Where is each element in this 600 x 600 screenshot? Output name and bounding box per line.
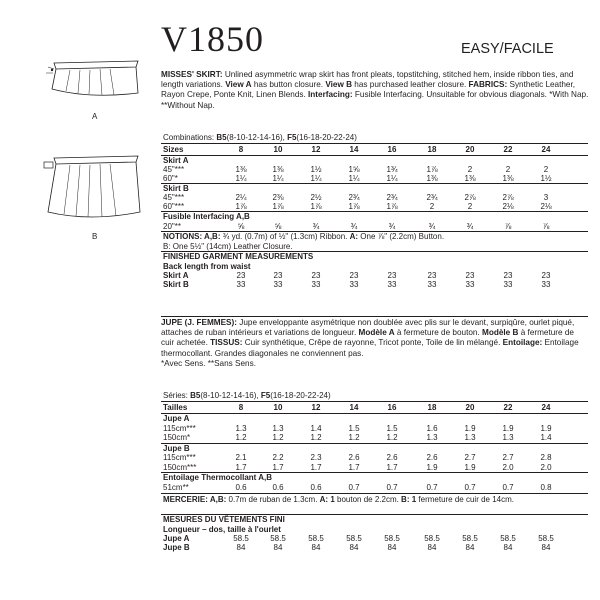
table-cell: 23 — [311, 270, 321, 280]
table-cell: 1⅜ — [426, 174, 438, 183]
table-cell: 2.0 — [540, 462, 552, 472]
table-cell: 14 — [349, 403, 359, 412]
skirt-b-heading: Skirt B — [161, 183, 588, 193]
table-row: 150cm* 1.2 1.2 1.2 1.2 1.2 1.3 1.3 1.3 1.4 — [161, 433, 588, 443]
table-cell: 12 — [311, 145, 321, 154]
table-cell: 3 — [543, 193, 549, 202]
table-cell: ⅞ — [542, 222, 550, 231]
table-cell: 1.9 — [502, 423, 514, 433]
mercerie-line-2 — [161, 504, 588, 514]
skirt-a-heading: Skirt A — [161, 155, 588, 165]
table-cell: 1⅝ — [348, 165, 360, 174]
view-b-label: B — [92, 232, 98, 241]
table-cell: 84 — [465, 542, 475, 552]
table-cell: 58.5 — [346, 533, 362, 543]
table-cell: 2.0 — [502, 462, 514, 472]
table-cell: 1.7 — [235, 462, 247, 472]
table-cell: 24 — [541, 145, 551, 154]
table-row: Skirt B 33 33 33 33 33 33 33 33 33 — [161, 280, 588, 289]
table-cell: 58.5 — [538, 533, 554, 543]
series-line: Séries: B5(8-10-12-14-16), F5(16-18-20-22-24) — [163, 391, 331, 400]
table-cell: 1.4 — [310, 423, 322, 433]
table-cell: ¾ — [428, 222, 436, 231]
table-cell: 20 — [465, 403, 475, 412]
table-cell: 1.7 — [310, 462, 322, 472]
table-cell: 84 — [349, 542, 359, 552]
table-cell: 2 — [505, 165, 511, 174]
table-cell: 1¼ — [272, 174, 284, 183]
table-row: 45"*** 2¼ 2⅜ 2½ 2¾ 2¾ 2¾ 2⅞ 2⅞ 3 — [161, 193, 588, 202]
table-cell: 1.3 — [235, 423, 247, 433]
table-cell: 1.3 — [464, 433, 476, 442]
table-cell: 58.5 — [500, 533, 516, 543]
table-cell: 33 — [311, 279, 321, 289]
table-cell: 2.7 — [502, 453, 514, 462]
table-cell: 1⅜ — [235, 165, 247, 174]
table-cell: 0.7 — [426, 483, 438, 492]
table-cell: 33 — [273, 279, 283, 289]
mesures-title: MESURES DU VÊTEMENTS FINI — [161, 514, 588, 525]
table-cell: 1⅞ — [426, 165, 438, 174]
table-cell: 33 — [465, 279, 475, 289]
table-cell: 33 — [541, 279, 551, 289]
notions-line-2: B: One 5½" (14cm) Leather Closure. — [163, 241, 293, 251]
table-cell: ⅝ — [274, 222, 282, 231]
table-cell: 8 — [238, 145, 244, 154]
table-cell: 23 — [349, 270, 359, 280]
table-cell: 2⅜ — [272, 193, 284, 202]
table-cell: 23 — [427, 270, 437, 280]
table-cell: 10 — [273, 403, 283, 412]
table-cell: 2.6 — [426, 453, 438, 462]
table-cell: 2⅞ — [502, 193, 514, 202]
table-cell: 84 — [541, 542, 551, 552]
table-cell: 1.2 — [348, 433, 360, 442]
table-cell: 22 — [503, 145, 513, 154]
table-cell: 2 — [467, 165, 473, 174]
table-cell: 1.3 — [426, 433, 438, 442]
table-cell: 1.4 — [540, 433, 552, 442]
table-cell: 2¾ — [426, 193, 438, 202]
table-cell: 23 — [503, 270, 513, 280]
table-cell: 2.7 — [464, 453, 476, 462]
table-cell: 1¼ — [348, 174, 360, 183]
table-cell: 1⅞ — [235, 202, 247, 211]
table-cell: ⅝ — [237, 222, 245, 231]
table-cell: 58.5 — [233, 533, 249, 543]
table-cell: 0.6 — [272, 483, 284, 492]
table-cell: 2.3 — [310, 453, 322, 462]
table-cell: 2.1 — [235, 453, 247, 462]
table-cell: 16 — [387, 403, 397, 412]
table-cell: 84 — [387, 542, 397, 552]
table-row: 150cm*** 1.7 1.7 1.7 1.7 1.7 1.9 1.9 2.0 2.0 — [161, 463, 588, 473]
table-cell: 58.5 — [308, 533, 324, 543]
back-length-label: Back length from waist — [163, 261, 251, 271]
table-cell: 84 — [273, 542, 283, 552]
table-cell: 23 — [465, 270, 475, 280]
table-cell: 1⅞ — [348, 202, 360, 211]
table-cell: 2.6 — [348, 453, 360, 462]
english-yardage-table — [161, 133, 588, 289]
table-cell: 33 — [427, 279, 437, 289]
table-cell: 58.5 — [384, 533, 400, 543]
table-cell: 1.7 — [386, 462, 398, 472]
finished-measurements-title: FINISHED GARMENT MEASUREMENTS — [161, 251, 588, 262]
french-yardage-table — [161, 390, 588, 552]
table-cell: 1½ — [540, 174, 552, 183]
table-row: Skirt A 23 23 23 23 23 23 23 23 23 — [161, 271, 588, 280]
table-cell: 84 — [503, 542, 513, 552]
table-cell: 14 — [349, 145, 359, 154]
table-cell: 0.6 — [310, 483, 322, 492]
table-cell: 1.9 — [426, 462, 438, 472]
table-cell: 1.3 — [502, 433, 514, 442]
table-cell: 0.7 — [502, 483, 514, 492]
table-cell: 23 — [541, 270, 551, 280]
table-cell: 2¾ — [386, 193, 398, 202]
table-row: Jupe B 84 84 84 84 84 84 84 84 84 — [161, 543, 588, 552]
table-cell: 1¼ — [386, 174, 398, 183]
table-cell: 1.3 — [272, 423, 284, 433]
table-cell: 2⅛ — [540, 202, 552, 211]
combinations-line: Combinations: B5(8-10-12-14-16), F5(16-18-20-22-24) — [163, 133, 357, 142]
table-cell: ¾ — [350, 222, 358, 231]
table-cell: 10 — [273, 145, 283, 154]
table-cell: 8 — [238, 403, 244, 412]
table-row: 45"*** 1⅜ 1⅜ 1½ 1⅝ 1¾ 1⅞ 2 2 2 — [161, 165, 588, 174]
table-cell: 33 — [349, 279, 359, 289]
table-cell: 58.5 — [270, 533, 286, 543]
mercerie-line: MERCERIE: A,B: 0.7m de ruban de 1.3cm. A: 1 bouton de 2.2cm. B: 1 fermeture de cuir de 14cm. — [161, 493, 588, 504]
table-cell: ¾ — [312, 222, 320, 231]
table-cell: 1⅞ — [272, 202, 284, 211]
table-cell: 2 — [467, 202, 473, 211]
english-description: MISSES' SKIRT: Unlined asymmetric wrap skirt has front pleats, topstitching, stitched hem, inside ribbon ties, and length variations. View A has button closure. View B has purchased leather closure. FABRICS: Synthetic Leather, Rayon Crepe, Ponte Knit, Linen Blends. Interfacing: Fusible Interfacing. Unsuitable for obvious diagonals. *With Nap. **Without Nap. — [161, 70, 589, 110]
table-cell: 0.8 — [540, 483, 552, 492]
table-cell: 1⅜ — [272, 165, 284, 174]
view-b-sketch — [40, 150, 155, 235]
table-row: 51cm** 0.6 0.6 0.6 0.7 0.7 0.7 0.7 0.7 0.8 — [161, 483, 588, 493]
table-cell: 1.7 — [272, 462, 284, 472]
table-cell: 2⅛ — [502, 202, 514, 211]
divider — [161, 316, 588, 317]
difficulty-level: EASY/FACILE — [461, 41, 554, 57]
table-cell: 2¾ — [348, 193, 360, 202]
table-row: Jupe A 58.5 58.5 58.5 58.5 58.5 58.5 58.5 58.5 58.5 — [161, 534, 588, 543]
table-cell: 0.7 — [464, 483, 476, 492]
entoilage-heading: Entoilage Thermocollant A,B — [161, 472, 588, 483]
sizes-row: Sizes 8 10 12 14 16 18 20 22 24 — [161, 143, 588, 155]
table-cell: 1.2 — [310, 433, 322, 442]
view-a-sketch — [40, 55, 155, 115]
table-cell: 20 — [465, 145, 475, 154]
longueur-label: Longueur – dos, taille à l'ourlet — [163, 524, 281, 534]
table-row: 20"** ⅝ ⅝ ¾ ¾ ¾ ¾ ¾ ⅞ ⅞ — [161, 222, 588, 231]
table-cell: 1⅞ — [310, 202, 322, 211]
table-cell: 1.2 — [272, 433, 284, 442]
table-cell: 1.5 — [386, 423, 398, 433]
table-cell: 1¼ — [310, 174, 322, 183]
table-cell: 1⅜ — [464, 174, 476, 183]
table-cell: 1.9 — [464, 462, 476, 472]
table-cell: ¾ — [466, 222, 474, 231]
table-cell: ⅞ — [504, 222, 512, 231]
jupe-a-heading: Jupe A — [161, 413, 588, 424]
table-cell: 2½ — [310, 193, 322, 202]
table-cell: 58.5 — [462, 533, 478, 543]
table-cell: 1⅞ — [386, 202, 398, 211]
view-a-label: A — [92, 112, 98, 121]
table-cell: 84 — [427, 542, 437, 552]
table-cell: 1⅜ — [502, 174, 514, 183]
table-cell: 1.2 — [386, 433, 398, 442]
table-cell: 24 — [541, 403, 551, 412]
table-cell: 1½ — [310, 165, 322, 174]
table-cell: 2.6 — [386, 453, 398, 462]
table-cell: 18 — [427, 145, 437, 154]
table-cell: ¾ — [388, 222, 396, 231]
table-cell: 2⅞ — [464, 193, 476, 202]
table-cell: 2.2 — [272, 453, 284, 462]
table-cell: 33 — [236, 279, 246, 289]
table-cell: 18 — [427, 403, 437, 412]
table-cell: 58.5 — [424, 533, 440, 543]
table-cell: 1.6 — [426, 423, 438, 433]
table-cell: 1¼ — [235, 174, 247, 183]
pattern-number: V1850 — [161, 19, 264, 59]
table-cell: 84 — [311, 542, 321, 552]
tailles-row: Tailles 8 10 12 14 16 18 20 22 24 — [161, 401, 588, 413]
table-cell: 33 — [503, 279, 513, 289]
table-cell: 1.5 — [348, 423, 360, 433]
notions-line: NOTIONS: A,B: ¾ yd. (0.7m) of ½" (1.3cm) Ribbon. A: One ⅞" (2.2cm) Button. — [161, 231, 588, 242]
table-cell: 2 — [543, 165, 549, 174]
table-row: 115cm*** 2.1 2.2 2.3 2.6 2.6 2.6 2.7 2.7 2.8 — [161, 453, 588, 463]
table-cell: 2 — [429, 202, 435, 211]
table-cell: 2¼ — [235, 193, 247, 202]
table-row: 115cm*** 1.3 1.3 1.4 1.5 1.5 1.6 1.9 1.9 1.9 — [161, 424, 588, 434]
table-cell: 1.7 — [348, 462, 360, 472]
table-cell: 84 — [236, 542, 246, 552]
table-cell: 0.7 — [386, 483, 398, 492]
table-cell: 12 — [311, 403, 321, 412]
table-cell: 0.6 — [235, 483, 247, 492]
table-row: 60"*** 1⅞ 1⅞ 1⅞ 1⅞ 1⅞ 2 2 2⅛ 2⅛ — [161, 202, 588, 211]
table-cell: 1¾ — [386, 165, 398, 174]
table-cell: 0.7 — [348, 483, 360, 492]
french-description: JUPE (J. FEMMES): Jupe enveloppante asymétrique non doublée avec plis sur le devant, surpiqûre, ourlet piqué, attaches de ruban intérieurs et variations de longueur. Modèle A à fermeture de bouton. Modèle B à fermeture de cuir achetée. TISSUS: Cuir synthétique, Crêpe de rayonne, Tricot ponte, Toile de lin mélangé. Entoilage: Entoilage thermocollant. Grandes diagonales ne conviennent pas. *Avec Sens. **Sans Sens. — [161, 318, 579, 368]
table-cell: 1.9 — [540, 423, 552, 433]
table-cell: 2.8 — [540, 453, 552, 462]
table-cell: 22 — [503, 403, 513, 412]
jupe-b-heading: Jupe B — [161, 443, 588, 454]
table-cell: 33 — [387, 279, 397, 289]
table-cell: 23 — [273, 270, 283, 280]
table-cell: 1.2 — [235, 433, 247, 442]
table-cell: 23 — [236, 270, 246, 280]
interfacing-heading: Fusible Interfacing A,B — [161, 211, 588, 222]
table-cell: 23 — [387, 270, 397, 280]
table-cell: 16 — [387, 145, 397, 154]
table-row: 60"* 1¼ 1¼ 1¼ 1¼ 1¼ 1⅜ 1⅜ 1⅜ 1½ — [161, 174, 588, 183]
table-cell: 1.9 — [464, 423, 476, 433]
